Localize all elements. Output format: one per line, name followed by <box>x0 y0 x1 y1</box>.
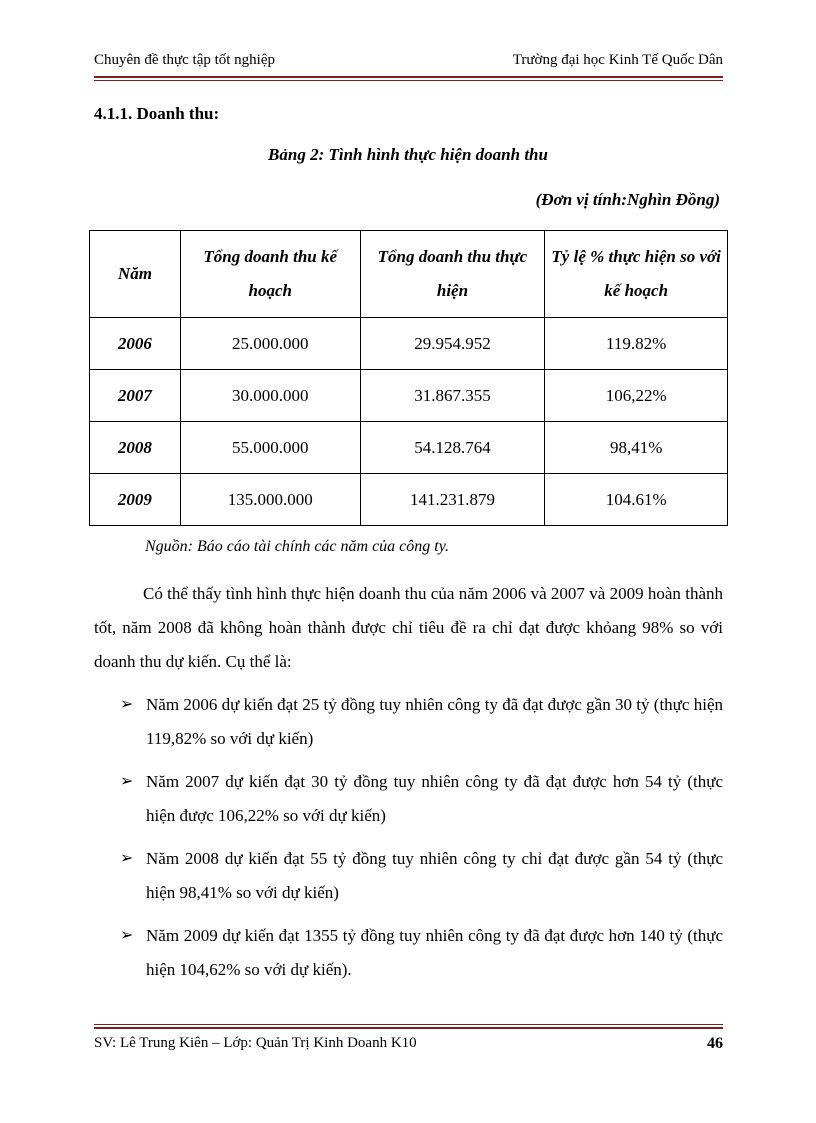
table-title: Bảng 2: Tình hình thực hiện doanh thu <box>268 145 548 164</box>
list-item-text: Năm 2007 dự kiến đạt 30 tỷ đồng tuy nhiên công ty đã đạt được hơn 54 tỷ (thực hiện được 106,22% so với dự kiến) <box>146 772 723 825</box>
header-rule-thin <box>94 80 723 81</box>
actual-cell: 31.867.355 <box>360 370 545 422</box>
list-item <box>94 688 723 756</box>
rate-cell: 106,22% <box>545 370 728 422</box>
page-number: 46 <box>707 1035 723 1052</box>
rate-cell: 119.82% <box>545 318 728 370</box>
body-paragraph <box>94 577 723 679</box>
table-row <box>90 474 728 526</box>
list-item-text: Năm 2009 dự kiến đạt 1355 tỷ đồng tuy nhiên công ty đã đạt được hơn 140 tỷ (thực hiện 104,62% so với dự kiến). <box>146 926 723 979</box>
section-title: 4.1.1. Doanh thu: <box>94 104 220 123</box>
planned-cell: 55.000.000 <box>180 422 360 474</box>
footer-rule-thin <box>94 1024 723 1025</box>
list-item-text: Năm 2006 dự kiến đạt 25 tỷ đồng tuy nhiên công ty đã đạt được gần 30 tỷ (thực hiện 119,82% so với dự kiến) <box>146 695 723 748</box>
header-completion-rate: Tỷ lệ % thực hiện so với kế hoạch <box>545 231 728 318</box>
table-header-row <box>90 231 728 318</box>
list-item-text: Năm 2008 dự kiến đạt 55 tỷ đồng tuy nhiên công ty chỉ đạt được gần 54 tỷ (thực hiện 98,41% so với dự kiến) <box>146 849 723 902</box>
actual-cell: 141.231.879 <box>360 474 545 526</box>
header-rule-thick <box>94 76 723 78</box>
planned-cell: 30.000.000 <box>180 370 360 422</box>
arrow-bullet-icon: ➢ <box>120 696 134 713</box>
page-header <box>94 52 723 69</box>
header-left-text: Chuyên đề thực tập tốt nghiệp <box>94 52 276 68</box>
rate-cell: 104.61% <box>545 474 728 526</box>
footer-student-info: SV: Lê Trung Kiên – Lớp: Quản Trị Kinh Doanh K10 <box>94 1035 417 1051</box>
page-footer <box>94 1035 723 1053</box>
arrow-bullet-icon: ➢ <box>120 773 134 790</box>
year-cell: 2009 <box>90 474 181 526</box>
revenue-table <box>89 230 728 526</box>
header-right-text: Trường đại học Kinh Tế Quốc Dân <box>512 52 723 68</box>
list-item <box>94 842 723 910</box>
bullet-list <box>94 688 723 996</box>
footer-rule-thick <box>94 1027 723 1029</box>
year-cell: 2006 <box>90 318 181 370</box>
planned-cell: 135.000.000 <box>180 474 360 526</box>
rate-cell: 98,41% <box>545 422 728 474</box>
year-cell: 2007 <box>90 370 181 422</box>
unit-label: (Đơn vị tính:Nghìn Đồng) <box>535 190 720 209</box>
actual-cell: 29.954.952 <box>360 318 545 370</box>
paragraph-text: Có thể thấy tình hình thực hiện doanh thu của năm 2006 và 2007 và 2009 hoàn thành tốt, năm 2008 đã không hoàn thành được chỉ tiêu đề ra chỉ đạt được khỏang 98% so với doanh thu dự kiến. Cụ thể là: <box>94 584 723 671</box>
arrow-bullet-icon: ➢ <box>120 927 134 944</box>
year-cell: 2008 <box>90 422 181 474</box>
planned-cell: 25.000.000 <box>180 318 360 370</box>
table-row <box>90 318 728 370</box>
header-year: Năm <box>90 231 181 318</box>
table-row <box>90 370 728 422</box>
source-note: Nguồn: Báo cáo tài chính các năm của công ty. <box>145 538 449 555</box>
header-planned-revenue: Tổng doanh thu kế hoạch <box>180 231 360 318</box>
list-item <box>94 765 723 833</box>
table-row <box>90 422 728 474</box>
header-actual-revenue: Tổng doanh thu thực hiện <box>360 231 545 318</box>
actual-cell: 54.128.764 <box>360 422 545 474</box>
list-item <box>94 919 723 987</box>
arrow-bullet-icon: ➢ <box>120 850 134 867</box>
